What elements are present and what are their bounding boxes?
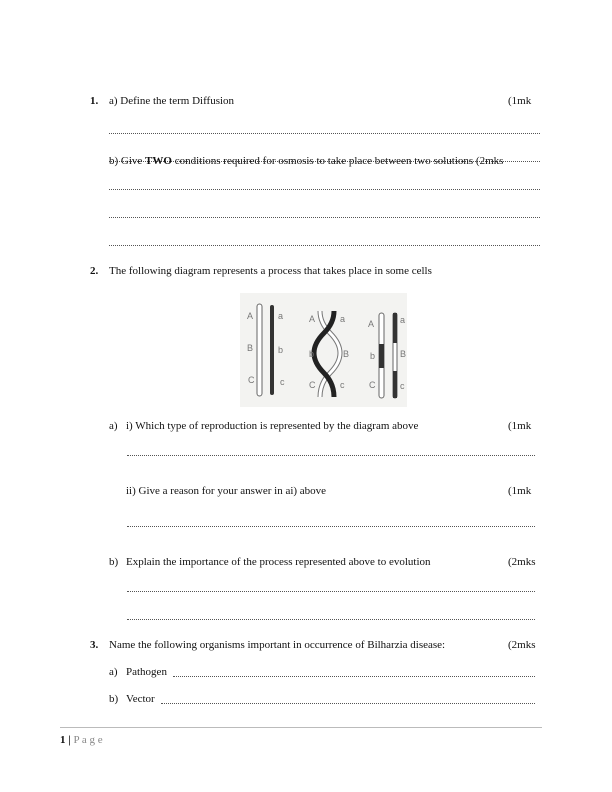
svg-text:b: b: [309, 349, 315, 359]
question-number: 2.: [90, 265, 99, 277]
question-text: Explain the importance of the process represented above to evolution: [126, 556, 431, 568]
svg-text:C: C: [369, 380, 376, 390]
answer-line: [127, 591, 535, 592]
sub-label: b): [109, 556, 119, 568]
footer-divider: [60, 727, 542, 728]
svg-text:B: B: [343, 349, 350, 359]
marks: (1mk: [508, 420, 532, 432]
svg-text:A: A: [309, 314, 316, 324]
svg-text:a: a: [400, 315, 406, 325]
answer-line: [109, 217, 540, 218]
svg-text:b: b: [278, 345, 284, 355]
svg-text:A: A: [247, 311, 254, 321]
question-text: ii) Give a reason for your answer in ai) above: [126, 485, 327, 497]
svg-text:c: c: [340, 380, 345, 390]
answer-line: [173, 676, 535, 677]
sub-label: a): [109, 420, 118, 432]
svg-text:c: c: [400, 381, 405, 391]
svg-text:a: a: [340, 314, 346, 324]
answer-line: [127, 526, 535, 527]
crossing-over-diagram: [240, 293, 407, 407]
question-text: Name the following organisms important in occurrence of Bilharzia disease:: [109, 639, 446, 651]
question-text: a) Define the term Diffusion: [109, 95, 235, 107]
question-text: i) Which type of reproduction is represented by the diagram above: [126, 420, 419, 432]
answer-line: [109, 133, 540, 134]
svg-text:A: A: [368, 319, 375, 329]
marks: (1mk: [508, 485, 532, 497]
svg-text:b: b: [370, 351, 376, 361]
svg-text:c: c: [280, 377, 285, 387]
item-label: Vector: [126, 693, 155, 705]
item-label: Pathogen: [126, 666, 167, 678]
marks: (1mk: [508, 95, 532, 107]
answer-line: [161, 703, 535, 704]
question-number: 1.: [90, 95, 99, 107]
sub-label: a): [109, 666, 118, 678]
answer-line: [109, 245, 540, 246]
question-number: 3.: [90, 639, 99, 651]
svg-text:B: B: [247, 343, 254, 353]
answer-line: [127, 619, 535, 620]
question-text: The following diagram represents a process that takes place in some cells: [109, 265, 432, 277]
marks: (2mks: [508, 556, 536, 568]
question-text: b) Give TWO conditions required for osmosis to take place between two solutions (2mks: [109, 155, 504, 167]
marks: (2mks: [508, 639, 536, 651]
answer-line: [127, 455, 535, 456]
svg-text:C: C: [309, 380, 316, 390]
svg-text:C: C: [248, 375, 255, 385]
page-footer: 1 | P a g e: [60, 734, 103, 746]
svg-text:a: a: [278, 311, 284, 321]
sub-label: b): [109, 693, 119, 705]
svg-text:B: B: [400, 349, 407, 359]
answer-line: [109, 189, 540, 190]
